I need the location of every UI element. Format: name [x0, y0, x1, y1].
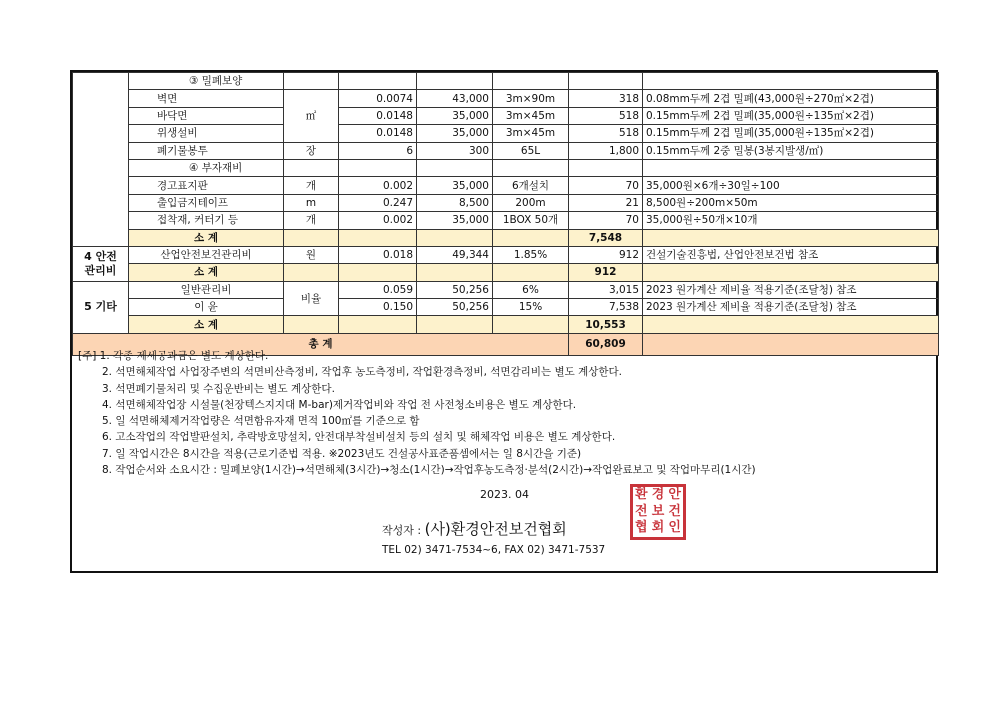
- amount-cell: 912: [569, 246, 643, 263]
- table-row: [73, 194, 939, 211]
- note-line: 3. 석면폐기물처리 및 수집운반비는 별도 계상한다.: [102, 382, 335, 395]
- seal-character: 안: [668, 487, 681, 502]
- item-name-cell: 폐기물봉투: [129, 142, 284, 159]
- quantity-cell: 0.247: [339, 194, 417, 211]
- quantity-cell: 0.018: [339, 246, 417, 263]
- spec-cell: 65L: [493, 142, 569, 159]
- spec-cell: 6%: [493, 281, 569, 298]
- remark-cell: [643, 159, 939, 176]
- unit-price-cell: 35,000: [417, 177, 493, 194]
- table-row: [73, 212, 939, 229]
- subtotal-label: 소 계: [129, 264, 284, 281]
- table-row: [73, 90, 939, 107]
- remark-cell: 35,000원÷50개×10개: [643, 212, 939, 229]
- unit-price-cell: 35,000: [417, 125, 493, 142]
- item-name-cell: 바닥면: [129, 107, 284, 124]
- amount-cell: 70: [569, 177, 643, 194]
- unit-cell: 비율: [284, 281, 339, 316]
- spec-cell: 15%: [493, 299, 569, 316]
- unit-cell: ㎡: [284, 90, 339, 142]
- spec-cell: 3m×90m: [493, 90, 569, 107]
- quantity-cell: 0.059: [339, 281, 417, 298]
- spec-cell: 1.85%: [493, 246, 569, 263]
- quantity-cell: 0.150: [339, 299, 417, 316]
- item-name-cell: 경고표지판: [129, 177, 284, 194]
- amount-cell: 70: [569, 212, 643, 229]
- official-seal-icon: [630, 484, 686, 540]
- spec-cell: 6개설치: [493, 177, 569, 194]
- notes-section: [78, 348, 756, 478]
- item-name-cell: 벽면: [129, 90, 284, 107]
- unit-cell: [284, 159, 339, 176]
- note-line: 6. 고소작업의 작업발판설치, 추락방호망설치, 안전대부착설비설치 등의 설치 및 해체작업 비용은 별도 계상한다.: [102, 431, 616, 444]
- document-sheet: [70, 70, 938, 573]
- quantity-cell: 0.002: [339, 177, 417, 194]
- category-safety: 4 안전 관리비: [73, 246, 129, 281]
- remark-cell: 0.08mm두께 2겹 밀폐(43,000원÷270㎡×2겹): [643, 90, 939, 107]
- quantity-cell: [339, 73, 417, 90]
- table-row: [73, 107, 939, 124]
- amount-cell: [569, 73, 643, 90]
- category-other: 5 기타: [73, 281, 129, 333]
- seal-character: 회: [651, 520, 665, 536]
- table-row: [73, 246, 939, 263]
- seal-character: 경: [651, 487, 665, 502]
- unit-cell: m: [284, 194, 339, 211]
- subtotal-row: [73, 316, 939, 333]
- table-row: [73, 281, 939, 298]
- subtotal-row: [73, 264, 939, 281]
- note-line: 7. 일 작업시간은 8시간을 적용(근로기준법 적용. ※2023년도 건설공사표준품셈에서는 일 8시간을 기준): [102, 447, 582, 460]
- cost-table: [72, 72, 939, 356]
- item-name-cell: ④ 부자재비: [129, 159, 284, 176]
- unit-cell: 개: [284, 177, 339, 194]
- quantity-cell: 6: [339, 142, 417, 159]
- amount-cell: 7,538: [569, 299, 643, 316]
- amount-cell: [569, 159, 643, 176]
- quantity-cell: 0.002: [339, 212, 417, 229]
- amount-cell: 518: [569, 125, 643, 142]
- note-line: 8. 작업순서와 소요시간 : 밀폐보양(1시간)→석면해체(3시간)→청소(1시간)→작업후농도측정·분석(2시간)→작업완료보고 및 작업마무리(1시간): [102, 464, 756, 477]
- seal-character: 협: [635, 520, 648, 536]
- spec-cell: 1BOX 50개: [493, 212, 569, 229]
- unit-price-cell: 8,500: [417, 194, 493, 211]
- total-value: 60,809: [569, 333, 643, 355]
- subtotal-empty: [643, 264, 939, 281]
- quantity-cell: 0.0074: [339, 90, 417, 107]
- subtotal-empty: [493, 316, 569, 333]
- unit-price-cell: 50,256: [417, 281, 493, 298]
- unit-cell: 개: [284, 212, 339, 229]
- table-row: [73, 177, 939, 194]
- unit-price-cell: [417, 73, 493, 90]
- subtotal-empty: [643, 316, 939, 333]
- subtotal-empty: [493, 229, 569, 246]
- subtotal-empty: [643, 229, 939, 246]
- item-name-cell: 접착재, 커터기 등: [129, 212, 284, 229]
- unit-cell: 장: [284, 142, 339, 159]
- table-row: [73, 159, 939, 176]
- author-label: 작성자 :: [382, 524, 422, 537]
- spec-cell: 3m×45m: [493, 125, 569, 142]
- seal-character: 환: [635, 487, 648, 502]
- table-row: [73, 125, 939, 142]
- document-date: 2023. 04: [480, 488, 529, 501]
- table-row: [73, 299, 939, 316]
- item-name-cell: ③ 밀폐보양: [129, 73, 284, 90]
- total-label: 총 계: [73, 333, 569, 355]
- quantity-cell: 0.0148: [339, 107, 417, 124]
- unit-cell: 원: [284, 246, 339, 263]
- quantity-cell: [339, 159, 417, 176]
- unit-price-cell: 50,256: [417, 299, 493, 316]
- table-row: [73, 73, 939, 90]
- category-cell: [73, 73, 129, 247]
- item-name-cell: 출입금지테이프: [129, 194, 284, 211]
- unit-price-cell: 35,000: [417, 212, 493, 229]
- seal-character: 건: [668, 503, 681, 519]
- subtotal-value: 912: [569, 264, 643, 281]
- spec-cell: [493, 159, 569, 176]
- note-line: 2. 석면해체작업 사업장주변의 석면비산측정비, 작업후 농도측정비, 작업환경측정비, 석면감리비는 별도 계상한다.: [102, 366, 622, 379]
- seal-character: 인: [668, 520, 681, 536]
- author-organization: (사)환경안전보건협회: [424, 520, 567, 538]
- item-name-cell: 이 윤: [129, 299, 284, 316]
- subtotal-empty: [417, 264, 493, 281]
- unit-price-cell: 35,000: [417, 107, 493, 124]
- unit-price-cell: 300: [417, 142, 493, 159]
- item-name-cell: 위생설비: [129, 125, 284, 142]
- amount-cell: 21: [569, 194, 643, 211]
- item-name-cell: 산업안전보건관리비: [129, 246, 284, 263]
- subtotal-empty: [284, 229, 339, 246]
- subtotal-value: 10,553: [569, 316, 643, 333]
- author-line: [382, 518, 567, 539]
- unit-price-cell: [417, 159, 493, 176]
- unit-price-cell: 49,344: [417, 246, 493, 263]
- subtotal-empty: [493, 264, 569, 281]
- subtotal-empty: [284, 316, 339, 333]
- remark-cell: [643, 73, 939, 90]
- remark-cell: 건설기술진흥법, 산업안전보건법 참조: [643, 246, 939, 263]
- subtotal-empty: [339, 229, 417, 246]
- unit-cell: [284, 73, 339, 90]
- seal-character: 보: [651, 503, 665, 519]
- remark-cell: 2023 원가계산 제비율 적용기준(조달청) 참조: [643, 299, 939, 316]
- remark-cell: 0.15mm두께 2겹 밀폐(35,000원÷135㎡×2겹): [643, 107, 939, 124]
- spec-cell: [493, 73, 569, 90]
- spec-cell: 200m: [493, 194, 569, 211]
- subtotal-empty: [339, 316, 417, 333]
- subtotal-label: 소 계: [129, 229, 284, 246]
- table-row: [73, 142, 939, 159]
- note-line: 4. 석면해체작업장 시설물(천장텍스지지대 M-bar)제거작업비와 작업 전 사전청소비용은 별도 계상한다.: [102, 398, 577, 411]
- contact-line: TEL 02) 3471-7534~6, FAX 02) 3471-7537: [382, 544, 606, 556]
- subtotal-empty: [417, 229, 493, 246]
- quantity-cell: 0.0148: [339, 125, 417, 142]
- remark-cell: 0.15mm두께 2중 밀봉(3봉지발생/㎡): [643, 142, 939, 159]
- item-name-cell: 일반관리비: [129, 281, 284, 298]
- remark-cell: 35,000원×6개÷30일÷100: [643, 177, 939, 194]
- remark-cell: 0.15mm두께 2겹 밀폐(35,000원÷135㎡×2겹): [643, 125, 939, 142]
- amount-cell: 3,015: [569, 281, 643, 298]
- amount-cell: 1,800: [569, 142, 643, 159]
- note-line: [주] 1. 각종 제세공과금은 별도 계상한다.: [78, 350, 269, 362]
- subtotal-empty: [417, 316, 493, 333]
- note-line: 5. 일 석면해체제거작업량은 석면함유자재 면적 100㎡를 기준으로 함: [102, 415, 420, 428]
- subtotal-empty: [339, 264, 417, 281]
- subtotal-empty: [284, 264, 339, 281]
- subtotal-row: [73, 229, 939, 246]
- amount-cell: 518: [569, 107, 643, 124]
- unit-price-cell: 43,000: [417, 90, 493, 107]
- subtotal-value: 7,548: [569, 229, 643, 246]
- remark-cell: 2023 원가계산 제비율 적용기준(조달청) 참조: [643, 281, 939, 298]
- seal-character: 전: [635, 503, 648, 519]
- amount-cell: 318: [569, 90, 643, 107]
- remark-cell: 8,500원÷200m×50m: [643, 194, 939, 211]
- spec-cell: 3m×45m: [493, 107, 569, 124]
- subtotal-label: 소 계: [129, 316, 284, 333]
